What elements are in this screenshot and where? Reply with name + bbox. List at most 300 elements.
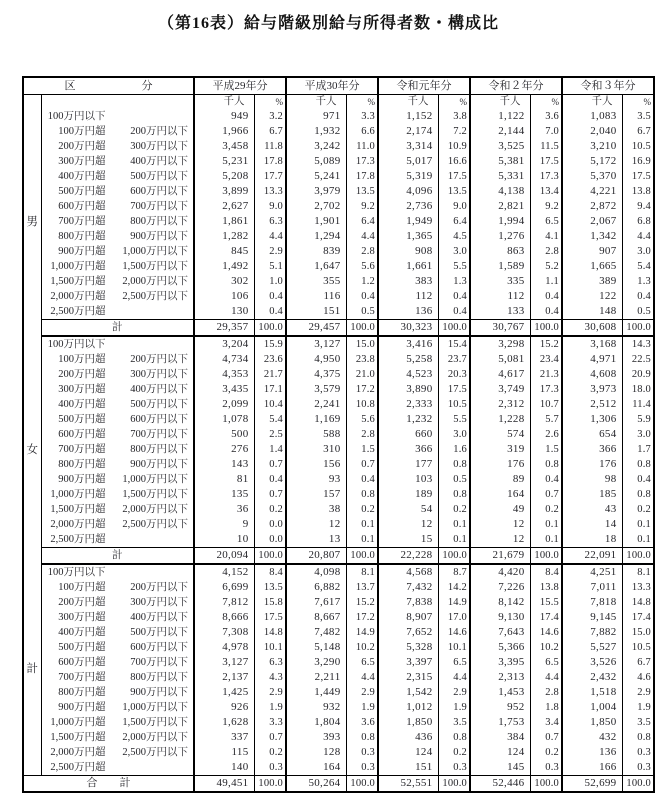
cell-people: 3,127: [286, 336, 346, 352]
cell-percent: 1.8: [530, 700, 562, 715]
cell-people: 2,432: [562, 670, 622, 685]
cell-people: 7,011: [562, 580, 622, 595]
cell-percent: 17.4: [530, 610, 562, 625]
cell-people: 5,081: [470, 352, 530, 367]
class-label-wrap: [42, 640, 194, 655]
class-under: [106, 109, 194, 124]
cell-percent: 3.6: [346, 715, 378, 730]
class-under: 600万円以下: [130, 186, 188, 197]
table-row: [23, 610, 654, 625]
cell-people: 122: [562, 289, 622, 304]
table-row: [23, 655, 654, 670]
cell-percent: 0.4: [254, 472, 286, 487]
cell-percent: 3.0: [438, 427, 470, 442]
cell-percent: 100.0: [530, 776, 562, 793]
cell-percent: 100.0: [346, 776, 378, 793]
cell-percent: 15.9: [254, 336, 286, 352]
cell-percent: 0.2: [438, 502, 470, 517]
class-label-wrap: [42, 715, 194, 730]
cell-percent: 17.5: [530, 154, 562, 169]
cell-people: 2,312: [470, 397, 530, 412]
unit-percent-header: %: [346, 95, 378, 110]
class-under: [106, 532, 194, 547]
class-label: [41, 289, 194, 304]
table-row: [23, 139, 654, 154]
cell-percent: 6.5: [438, 655, 470, 670]
cell-percent: 4.5: [438, 229, 470, 244]
cell-people: 3,416: [378, 336, 438, 352]
cell-percent: 0.1: [530, 517, 562, 532]
cell-percent: 13.4: [530, 184, 562, 199]
cell-percent: 6.8: [622, 214, 654, 229]
class-over: 2,500万円超: [50, 534, 106, 545]
class-over: 700万円超: [58, 216, 106, 227]
cell-people: 4,734: [194, 352, 254, 367]
cell-percent: 13.5: [254, 580, 286, 595]
class-label: [41, 580, 194, 595]
cell-percent: 21.7: [254, 367, 286, 382]
class-under: 2,500万円以下: [122, 519, 188, 530]
class-over: 2,000万円超: [50, 291, 106, 302]
cell-people: 335: [470, 274, 530, 289]
class-under: 400万円以下: [130, 612, 188, 623]
unit-percent-header: %: [254, 95, 286, 110]
cell-percent: 0.4: [346, 289, 378, 304]
cell-people: 1,861: [194, 214, 254, 229]
cell-people: 4,608: [562, 367, 622, 382]
class-over: 500万円超: [58, 642, 106, 653]
year-header: 令和２年分: [470, 77, 562, 95]
cell-percent: 3.3: [346, 109, 378, 124]
table-row: [23, 502, 654, 517]
class-over: 700万円超: [58, 672, 106, 683]
class-under: 900万円以下: [130, 459, 188, 470]
cell-people: 36: [194, 502, 254, 517]
cell-percent: 0.4: [254, 304, 286, 320]
cell-percent: 1.9: [254, 700, 286, 715]
cell-people: 863: [470, 244, 530, 259]
cell-people: 4,251: [562, 564, 622, 580]
cell-people: 432: [562, 730, 622, 745]
cell-people: 30,323: [378, 320, 438, 337]
class-label: [41, 367, 194, 382]
cell-percent: 0.3: [530, 760, 562, 776]
class-over: 900万円超: [58, 474, 106, 485]
table-row: [23, 154, 654, 169]
cell-people: 4,568: [378, 564, 438, 580]
cell-people: 366: [378, 442, 438, 457]
class-label: [41, 169, 194, 184]
class-under: 1,000万円以下: [122, 474, 188, 485]
class-over: 100万円以下: [47, 339, 106, 350]
class-under: 400万円以下: [130, 384, 188, 395]
cell-percent: 5.9: [622, 412, 654, 427]
cell-people: 5,258: [378, 352, 438, 367]
cell-percent: 9.2: [530, 199, 562, 214]
class-label-wrap: [42, 169, 194, 184]
unit-header-row: [23, 95, 654, 110]
class-label-wrap: [42, 745, 194, 760]
class-label: [41, 595, 194, 610]
cell-percent: 11.4: [622, 397, 654, 412]
cell-percent: 11.5: [530, 139, 562, 154]
cell-percent: 0.8: [622, 730, 654, 745]
cell-people: 10: [194, 532, 254, 548]
cell-percent: 14.3: [622, 336, 654, 352]
cell-people: 29,357: [194, 320, 254, 337]
cell-people: 1,122: [470, 109, 530, 124]
cell-people: 574: [470, 427, 530, 442]
table-row: [23, 670, 654, 685]
table-row: [23, 595, 654, 610]
class-over: 200万円超: [58, 597, 106, 608]
cell-people: 2,067: [562, 214, 622, 229]
class-label-wrap: [42, 304, 194, 319]
cell-people: 2,627: [194, 199, 254, 214]
cell-people: 4,617: [470, 367, 530, 382]
class-label: [41, 745, 194, 760]
cell-people: 932: [286, 700, 346, 715]
unit-people-header: 千人: [470, 95, 530, 110]
cell-people: 6,699: [194, 580, 254, 595]
cell-percent: 6.7: [254, 124, 286, 139]
cell-percent: 6.3: [254, 214, 286, 229]
class-under: 2,500万円以下: [122, 291, 188, 302]
table-row: [23, 214, 654, 229]
class-label: [41, 655, 194, 670]
cell-people: 7,838: [378, 595, 438, 610]
cell-percent: 13.5: [346, 184, 378, 199]
class-label: [41, 274, 194, 289]
cell-percent: 0.4: [530, 304, 562, 320]
cell-percent: 10.8: [346, 397, 378, 412]
class-label: [41, 700, 194, 715]
class-over: 2,500万円超: [50, 762, 106, 773]
cell-people: 7,482: [286, 625, 346, 640]
cell-percent: 14.6: [530, 625, 562, 640]
cell-people: 143: [194, 457, 254, 472]
cell-people: 1,342: [562, 229, 622, 244]
cell-people: 1,665: [562, 259, 622, 274]
cell-percent: 20.9: [622, 367, 654, 382]
cell-percent: 1.6: [438, 442, 470, 457]
cell-percent: 0.4: [438, 304, 470, 320]
class-under: [106, 304, 194, 319]
table-row: [23, 457, 654, 472]
cell-percent: 6.5: [346, 655, 378, 670]
cell-people: 949: [194, 109, 254, 124]
cell-people: 302: [194, 274, 254, 289]
cell-people: 3,314: [378, 139, 438, 154]
cell-percent: 6.7: [622, 124, 654, 139]
cell-percent: 0.2: [622, 502, 654, 517]
cell-people: 8,142: [470, 595, 530, 610]
cell-people: 112: [378, 289, 438, 304]
cell-percent: 23.8: [346, 352, 378, 367]
cell-percent: 14.9: [438, 595, 470, 610]
class-label-wrap: [42, 595, 194, 610]
cell-percent: 15.5: [530, 595, 562, 610]
cell-percent: 8.4: [254, 564, 286, 580]
corner-spacer: [23, 95, 41, 110]
cell-people: 9,145: [562, 610, 622, 625]
cell-percent: 17.2: [346, 382, 378, 397]
cell-people: 3,890: [378, 382, 438, 397]
cell-people: 9: [194, 517, 254, 532]
cell-percent: 6.6: [346, 124, 378, 139]
cell-people: 115: [194, 745, 254, 760]
cell-percent: 100.0: [622, 320, 654, 337]
class-label-wrap: [42, 184, 194, 199]
cell-percent: 0.2: [438, 745, 470, 760]
cell-people: 103: [378, 472, 438, 487]
class-over: 600万円超: [58, 201, 106, 212]
class-label: [41, 244, 194, 259]
cell-people: 971: [286, 109, 346, 124]
cell-people: 2,702: [286, 199, 346, 214]
cell-percent: 1.2: [346, 274, 378, 289]
cell-people: 1,228: [470, 412, 530, 427]
class-label: [41, 352, 194, 367]
salary-table: [22, 76, 655, 793]
class-over: 300万円超: [58, 156, 106, 167]
cell-percent: 5.5: [438, 412, 470, 427]
class-under: 500万円以下: [130, 171, 188, 182]
class-label: [41, 730, 194, 745]
cell-people: 1,589: [470, 259, 530, 274]
cell-percent: 4.4: [530, 670, 562, 685]
cell-people: 151: [286, 304, 346, 320]
class-label-wrap: [42, 502, 194, 517]
cell-percent: 13.5: [438, 184, 470, 199]
class-label: [41, 109, 194, 124]
cell-percent: 2.5: [254, 427, 286, 442]
cell-people: 21,679: [470, 548, 530, 565]
cell-percent: 4.4: [346, 229, 378, 244]
cell-people: 1,994: [470, 214, 530, 229]
cell-percent: 2.6: [530, 427, 562, 442]
cell-people: 2,144: [470, 124, 530, 139]
cell-percent: 4.4: [438, 670, 470, 685]
table-row: [23, 397, 654, 412]
cell-percent: 6.5: [530, 214, 562, 229]
cell-percent: 0.1: [346, 517, 378, 532]
cell-percent: 0.3: [438, 760, 470, 776]
cell-people: 136: [378, 304, 438, 320]
cell-percent: 5.5: [438, 259, 470, 274]
cell-people: 112: [470, 289, 530, 304]
table-row: [23, 304, 654, 320]
cell-percent: 100.0: [254, 548, 286, 565]
class-under: [106, 760, 194, 775]
cell-percent: 0.7: [530, 730, 562, 745]
cell-percent: 0.8: [346, 487, 378, 502]
table-row: [23, 229, 654, 244]
cell-people: 1,004: [562, 700, 622, 715]
table-row: [23, 730, 654, 745]
cell-people: 1,804: [286, 715, 346, 730]
cell-percent: 10.4: [254, 397, 286, 412]
cell-people: 7,643: [470, 625, 530, 640]
class-under: 700万円以下: [130, 429, 188, 440]
class-label-wrap: [42, 685, 194, 700]
cell-people: 22,228: [378, 548, 438, 565]
cell-people: 1,453: [470, 685, 530, 700]
cell-people: 5,208: [194, 169, 254, 184]
cell-people: 3,749: [470, 382, 530, 397]
cell-people: 4,375: [286, 367, 346, 382]
cell-people: 839: [286, 244, 346, 259]
cell-percent: 6.4: [346, 214, 378, 229]
cell-people: 2,174: [378, 124, 438, 139]
cell-people: 1,365: [378, 229, 438, 244]
cell-percent: 3.0: [438, 244, 470, 259]
cell-percent: 100.0: [346, 548, 378, 565]
cell-people: 337: [194, 730, 254, 745]
class-label: [41, 124, 194, 139]
cell-percent: 17.2: [346, 610, 378, 625]
cell-people: 588: [286, 427, 346, 442]
cell-percent: 1.7: [622, 442, 654, 457]
cell-people: 2,137: [194, 670, 254, 685]
class-under: 800万円以下: [130, 216, 188, 227]
class-label-wrap: [42, 214, 194, 229]
class-over: 300万円超: [58, 612, 106, 623]
unit-percent-header: %: [438, 95, 470, 110]
class-label: [41, 487, 194, 502]
table-row: [23, 487, 654, 502]
class-over: 1,000万円超: [50, 717, 106, 728]
year-header: 令和元年分: [378, 77, 470, 95]
cell-percent: 0.7: [254, 487, 286, 502]
cell-percent: 0.7: [254, 730, 286, 745]
cell-people: 1,232: [378, 412, 438, 427]
class-label-wrap: [42, 472, 194, 487]
class-label-wrap: [42, 259, 194, 274]
class-label-wrap: [42, 517, 194, 532]
class-over: 900万円超: [58, 246, 106, 257]
class-label: [41, 427, 194, 442]
cell-people: 7,818: [562, 595, 622, 610]
cell-people: 5,089: [286, 154, 346, 169]
cell-percent: 3.5: [438, 715, 470, 730]
cell-percent: 10.2: [530, 640, 562, 655]
cell-percent: 13.7: [346, 580, 378, 595]
cell-people: 52,699: [562, 776, 622, 793]
table-row: [23, 412, 654, 427]
table-row: [23, 289, 654, 304]
class-over: 500万円超: [58, 414, 106, 425]
cell-percent: 16.9: [622, 154, 654, 169]
class-under: 700万円以下: [130, 657, 188, 668]
table-row: [23, 352, 654, 367]
class-over: 100万円超: [58, 582, 106, 593]
class-over: 100万円以下: [47, 567, 106, 578]
cell-percent: 3.3: [254, 715, 286, 730]
table-row: [23, 640, 654, 655]
cell-people: 3,579: [286, 382, 346, 397]
page-title: （第16表）給与階級別給与所得者数・構成比: [157, 15, 499, 32]
cell-people: 14: [562, 517, 622, 532]
class-under: [106, 337, 194, 352]
class-label: [41, 154, 194, 169]
cell-percent: 10.2: [346, 640, 378, 655]
class-label-wrap: [42, 244, 194, 259]
table-row: [23, 715, 654, 730]
cell-percent: 0.2: [530, 745, 562, 760]
cell-percent: 18.0: [622, 382, 654, 397]
cell-percent: 0.1: [622, 517, 654, 532]
cell-percent: 3.6: [530, 109, 562, 124]
cell-percent: 17.5: [622, 169, 654, 184]
table-row: [23, 580, 654, 595]
class-under: 300万円以下: [130, 141, 188, 152]
cell-people: 845: [194, 244, 254, 259]
cell-people: 5,366: [470, 640, 530, 655]
class-over: 1,500万円超: [50, 732, 106, 743]
class-label: [41, 760, 194, 776]
cell-percent: 0.4: [346, 472, 378, 487]
cell-people: 7,652: [378, 625, 438, 640]
class-under: 2,500万円以下: [122, 747, 188, 758]
class-label-wrap: [42, 382, 194, 397]
unit-people-header: 千人: [286, 95, 346, 110]
class-label: [41, 442, 194, 457]
cell-percent: 0.8: [438, 487, 470, 502]
cell-percent: 17.8: [254, 154, 286, 169]
cell-people: 4,152: [194, 564, 254, 580]
cell-percent: 9.0: [438, 199, 470, 214]
cell-percent: 5.7: [530, 412, 562, 427]
cell-people: 128: [286, 745, 346, 760]
cell-people: 1,647: [286, 259, 346, 274]
cell-people: 157: [286, 487, 346, 502]
cell-people: 2,313: [470, 670, 530, 685]
cell-people: 3,242: [286, 139, 346, 154]
cell-people: 145: [470, 760, 530, 776]
cell-percent: 10.1: [254, 640, 286, 655]
class-label-wrap: [42, 760, 194, 775]
class-label: [41, 139, 194, 154]
class-under: 600万円以下: [130, 642, 188, 653]
cell-people: 5,381: [470, 154, 530, 169]
class-over: 600万円超: [58, 429, 106, 440]
year-header: 令和３年分: [562, 77, 654, 95]
cell-people: 5,331: [470, 169, 530, 184]
class-under: 300万円以下: [130, 597, 188, 608]
class-label: [41, 457, 194, 472]
cell-percent: 2.8: [530, 685, 562, 700]
cell-percent: 8.1: [622, 564, 654, 580]
class-label: [41, 640, 194, 655]
cell-percent: 1.1: [530, 274, 562, 289]
table-row: [23, 109, 654, 124]
class-under: 900万円以下: [130, 231, 188, 242]
class-label: [41, 382, 194, 397]
cell-people: 3,979: [286, 184, 346, 199]
class-label: [41, 397, 194, 412]
cell-people: 3,435: [194, 382, 254, 397]
cell-people: 89: [470, 472, 530, 487]
cell-percent: 17.5: [254, 610, 286, 625]
cell-people: 3,458: [194, 139, 254, 154]
class-under: 500万円以下: [130, 627, 188, 638]
cell-percent: 15.2: [346, 595, 378, 610]
cell-people: 1,628: [194, 715, 254, 730]
cell-percent: 9.4: [622, 199, 654, 214]
table-row: [23, 442, 654, 457]
class-label: [41, 610, 194, 625]
